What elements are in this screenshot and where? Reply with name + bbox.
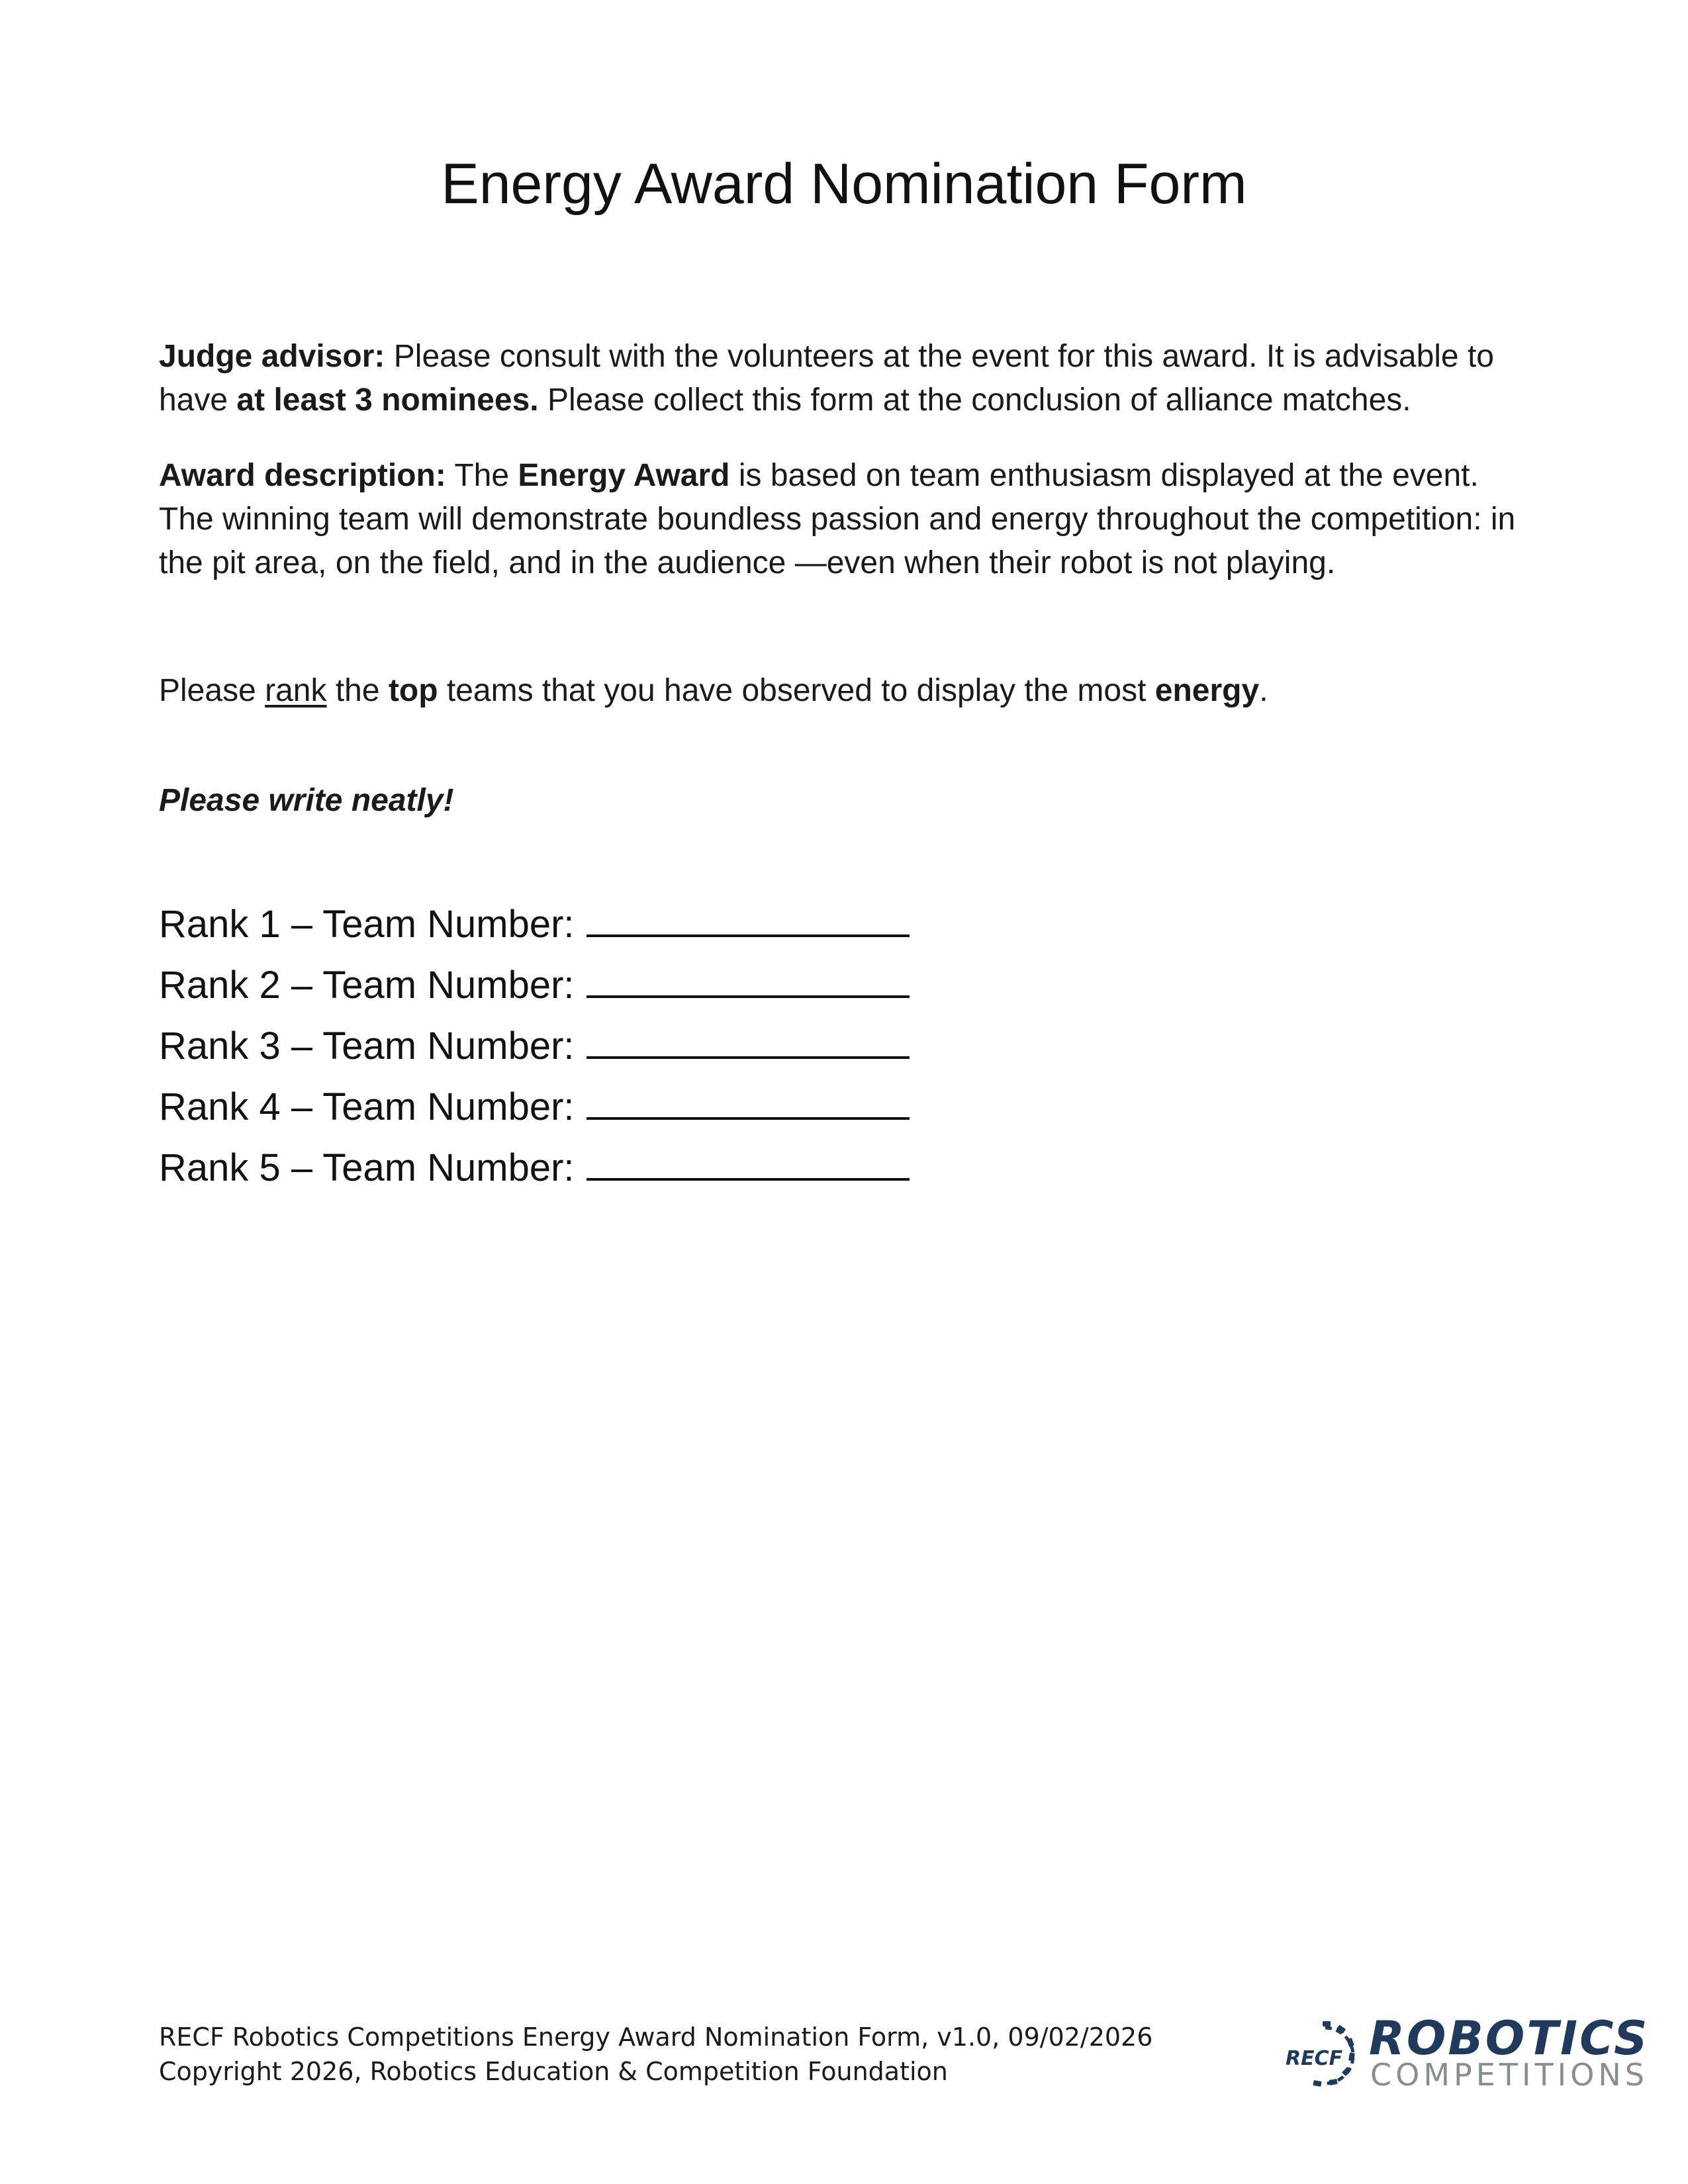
rank-row [159,1130,953,1191]
award-description-text-2: is based on team enthusiasm displayed at the event. The winning team will demonstrate boundless passion and energy throughout the competition: in the pit area, on the field, and in the audience —even when their robot is not playing. [159,458,1516,580]
rank-label: Rank 1 – Team Number: [159,903,575,946]
award-description-text-1: The [445,458,518,493]
award-description-bold: Energy Award [518,458,730,493]
recf-gear-icon [1284,2019,1370,2091]
recf-mark: RECF [1286,2047,1343,2070]
instruction-bold-1: top [388,673,438,708]
judge-advisor-paragraph [159,335,1536,422]
team-number-blank[interactable] [586,887,910,937]
team-number-blank[interactable] [586,1009,910,1059]
rank-label: Rank 4 – Team Number: [159,1085,575,1128]
write-neatly-note: Please write neatly! [159,783,454,818]
footer [159,2020,1152,2089]
rank-row [159,887,953,948]
rank-list [159,887,953,1191]
logo-robotics-text: ROBOTICS [1369,2011,1650,2066]
team-number-blank[interactable] [586,1069,910,1120]
instruction-text-1: Please [159,673,265,708]
rank-row [159,1069,953,1130]
judge-advisor-label: Judge advisor: [159,339,385,374]
award-description-paragraph [159,454,1536,585]
footer-form-info: RECF Robotics Competitions Energy Award Nomination Form, v1.0, 09/02/2026 [159,2023,1153,2052]
rank-label: Rank 2 – Team Number: [159,964,575,1007]
team-number-blank[interactable] [586,948,910,998]
page-title: Energy Award Nomination Form [441,152,1247,216]
judge-advisor-bold: at least 3 nominees. [236,383,539,418]
judge-advisor-text-1: Please consult with the volunteers at the event for this award. It is advisable to have [159,339,1494,418]
instruction-text-2: the [326,673,389,708]
instruction-text-4: . [1259,673,1268,708]
instruction-underline: rank [265,673,327,708]
rank-label: Rank 5 – Team Number: [159,1146,575,1189]
robotics-competitions-logo [1284,2011,1650,2093]
footer-copyright: Copyright 2026, Robotics Education & Competition Foundation [159,2057,948,2086]
instruction-text-3: teams that you have observed to display the most [438,673,1155,708]
instruction-bold-2: energy [1154,673,1260,708]
judge-advisor-text-2: Please collect this form at the conclusion of alliance matches. [538,383,1411,418]
rank-row [159,1009,953,1069]
logo-competitions-text: COMPETITIONS [1370,2057,1648,2093]
rank-row [159,948,953,1009]
award-description-label: Award description: [159,458,446,493]
rank-label: Rank 3 – Team Number: [159,1024,575,1068]
rank-instruction [159,669,1536,713]
team-number-blank[interactable] [586,1130,910,1181]
